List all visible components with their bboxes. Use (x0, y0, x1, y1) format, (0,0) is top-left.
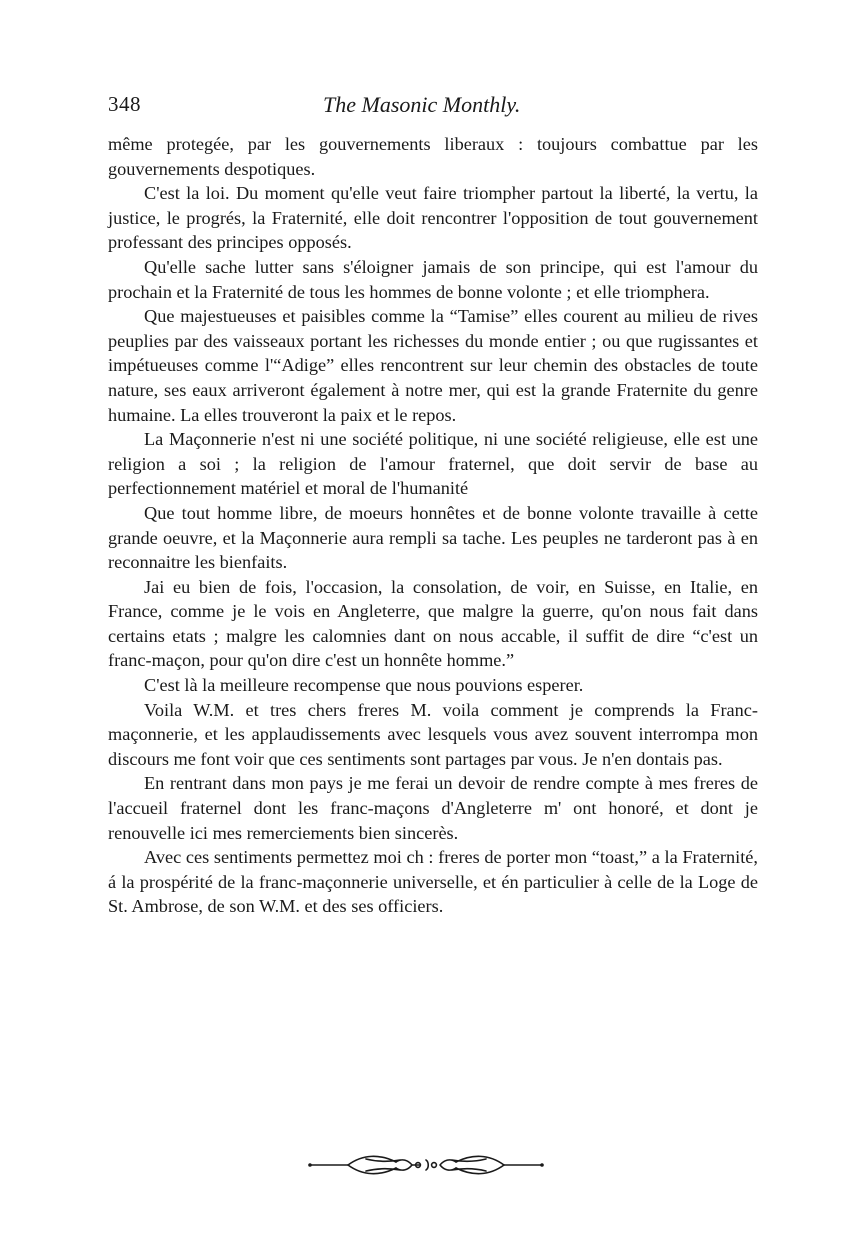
paragraph: Jai eu bien de fois, l'occasion, la consolation, de voir, en Suisse, en Italie, en France, comme je le vois en Angleterre, que malgre la guerre, qu'on nous fait dans certains etats ; malgre les calomnies dant on nous accable, il suffit de dire “c'est un franc-maçon, pour qu'on dire c'est un honnête homme.” (108, 576, 758, 671)
paragraph: En rentrant dans mon pays je me ferai un devoir de rendre compte à mes freres de l'accueil fraternel dont les franc-maçons d'Angleterre m' ont honoré, et dont je renouvelle ici mes remerciements bien sincerès. (108, 773, 758, 843)
decorative-flourish-icon (308, 1150, 544, 1180)
paragraph: Qu'elle sache lutter sans s'éloigner jamais de son principe, qui est l'amour du prochain et la Fraternité de tous les hommes de bonne volonte ; et elle triomphera. (108, 256, 758, 302)
paragraph: Avec ces sentiments permettez moi ch : freres de porter mon “toast,” a la Fraternité, á la prospérité de la franc-maçonnerie universelle, et én particulier à celle de la Loge de St. Ambrose, de son W.M. et des ses officiers. (108, 847, 758, 917)
journal-title: The Masonic Monthly. (323, 92, 521, 117)
paragraph: La Maçonnerie n'est ni une société politique, ni une société religieuse, elle est une religion a soi ; la religion de l'amour fraternel, que doit servir de base au perfectionnement matériel et moral de l'humanité (108, 429, 758, 499)
paragraph: C'est la loi. Du moment qu'elle veut faire triompher partout la liberté, la vertu, la justice, le progrés, la Fraternité, elle doit rencontrer l'opposition de tout gouvernement professant des principes opposés. (108, 183, 758, 253)
paragraph: Que tout homme libre, de moeurs honnêtes et de bonne volonte travaille à cette grande oeuvre, et la Maçonnerie aura rempli sa tache. Les peuples ne tarderont pas à en reconnaitre les bienfaits. (108, 502, 758, 573)
paragraph: Voila W.M. et tres chers freres M. voila comment je comprends la Franc-maçonnerie, et les applaudissements avec lesquels vous avez souvent interrompa mon discours me font voir que ces sentiments sont partages par vous. Je n'en dontais pas. (108, 699, 758, 769)
page-number: 348 (108, 92, 141, 116)
paragraph: C'est là la meilleure recompense que nous pouvions esperer. (144, 675, 584, 696)
running-head (108, 92, 758, 132)
page (108, 92, 758, 919)
paragraph: Que majestueuses et paisibles comme la “Tamise” elles courent au milieu de rives peuplies par des vaisseaux portant les richesses du monde entier ; ou que rugissantes et impétueuses comme l'“Adige” elles rencontrent sur leur chemin des obstacles de toute nature, ses eaux arriveront également à notre mer, qui est la grande Fraternite du genre humaine. La elles trouveront la paix et le repos. (108, 306, 758, 425)
paragraph: même protegée, par les gouvernements liberaux : toujours combattue par les gouvernements despotiques. (108, 134, 758, 179)
article-body (108, 132, 758, 919)
